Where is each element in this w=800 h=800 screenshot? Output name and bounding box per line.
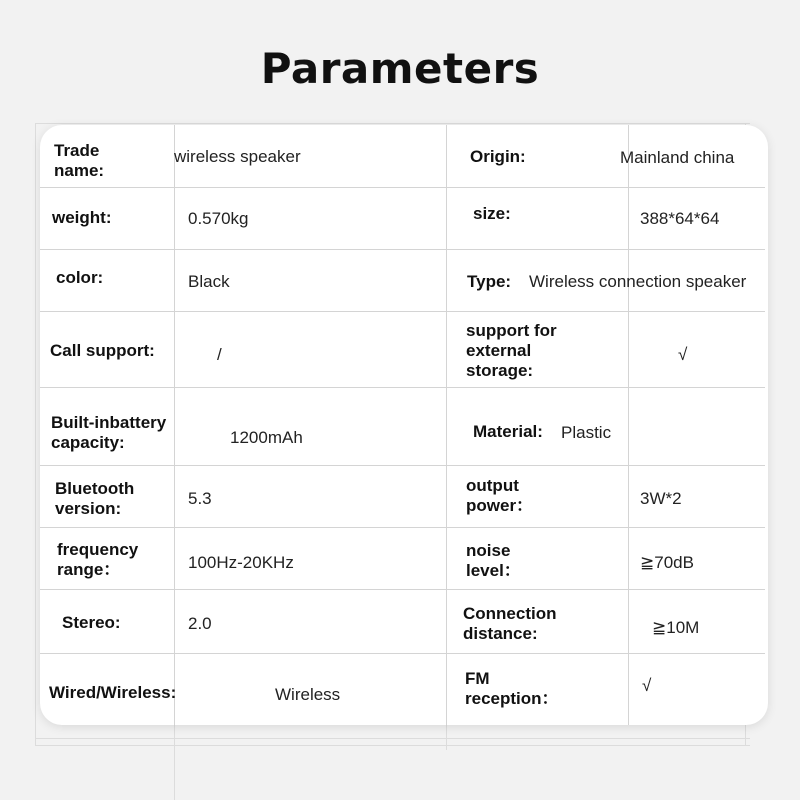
column-divider — [446, 125, 447, 725]
param-label: size: — [473, 204, 511, 223]
param-value: 5.3 — [188, 489, 212, 508]
param-value: √ — [642, 676, 652, 695]
param-value: 2.0 — [188, 614, 212, 633]
param-value: Wireless — [275, 685, 341, 704]
param-value: Wireless connection speaker — [529, 272, 747, 291]
row-divider — [40, 465, 765, 466]
param-value: Plastic — [561, 423, 612, 442]
outer-bottom-line — [35, 738, 750, 739]
param-value: 100Hz-20KHz — [188, 553, 294, 572]
param-label: support for external storage: — [466, 321, 557, 380]
param-label: output power： — [466, 476, 534, 515]
parameters-table — [40, 125, 768, 725]
param-value: Black — [188, 272, 230, 291]
outer-left-line — [35, 123, 36, 745]
param-label: weight: — [52, 208, 112, 227]
row-divider — [40, 187, 765, 188]
row-divider — [40, 527, 765, 528]
row-divider — [40, 311, 765, 312]
param-label: color: — [56, 268, 104, 287]
param-label: noise level： — [466, 541, 521, 580]
outer-bottom-line-2 — [35, 745, 750, 746]
param-value: 388*64*64 — [640, 209, 720, 228]
param-value: wireless speaker — [174, 147, 301, 166]
param-label: FM reception： — [465, 669, 559, 708]
param-label: Type: — [467, 272, 512, 291]
param-value: 0.570kg — [188, 209, 249, 228]
page-title: Parameters — [260, 44, 540, 93]
param-label: Stereo: — [62, 613, 121, 632]
param-value: / — [217, 345, 222, 364]
param-label: Call support: — [50, 341, 155, 360]
param-label: Material: — [473, 422, 543, 441]
row-divider — [40, 589, 765, 590]
row-divider — [40, 249, 765, 250]
param-value: 1200mAh — [230, 428, 303, 447]
row-divider — [40, 653, 765, 654]
param-value: √ — [678, 345, 688, 364]
param-value: 3W*2 — [640, 489, 682, 508]
param-label: Connection distance: — [463, 604, 557, 643]
outer-col-line — [174, 720, 175, 800]
column-divider — [628, 125, 629, 725]
param-label: Trade name: — [54, 141, 105, 180]
param-label: Bluetooth version: — [55, 479, 135, 518]
param-value: ≧70dB — [640, 553, 694, 572]
param-label: Wired/Wireless: — [49, 683, 177, 702]
param-label: Origin: — [470, 147, 526, 166]
param-value: Mainland china — [620, 148, 735, 167]
outer-top-line — [35, 123, 750, 124]
param-value: ≧10M — [652, 618, 700, 637]
param-label: frequency range： — [57, 540, 139, 579]
column-divider — [174, 125, 175, 725]
row-divider — [40, 387, 765, 388]
param-label: Built-inbattery capacity: — [51, 413, 167, 452]
